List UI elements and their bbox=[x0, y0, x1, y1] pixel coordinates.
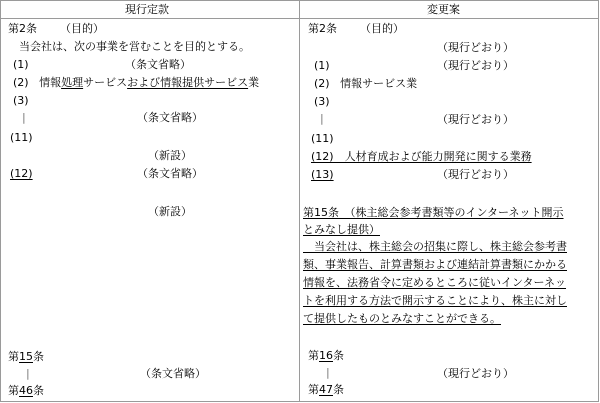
left-article2-body: 当会社は、次の事業を営むことを目的とする。 bbox=[19, 40, 250, 53]
right-same-2: （現行どおり） bbox=[437, 59, 514, 72]
right-item-2: (2) 情報サービス業 bbox=[314, 77, 418, 90]
right-article2-title: （目的） bbox=[360, 22, 404, 35]
left-article2-number: 第2条 bbox=[8, 22, 37, 35]
left-item-2-number: (2) bbox=[13, 76, 29, 89]
right-same-4: （現行どおり） bbox=[437, 168, 514, 181]
right-item-3: (3) bbox=[314, 95, 330, 108]
left-omitted-4: （条文省略） bbox=[140, 367, 206, 380]
right-same-3: （現行どおり） bbox=[437, 113, 514, 126]
left-item-2: (2) 情報処理サービスおよび情報提供サービス業 bbox=[13, 76, 260, 89]
right-item-13: (13) bbox=[311, 168, 334, 181]
right-item-12-new: (12) 人材育成および能力開発に関する業務 bbox=[311, 150, 532, 163]
header-current: 現行定款 bbox=[125, 3, 169, 16]
left-omitted-1: （条文省略） bbox=[125, 58, 191, 71]
right-article16-number: 16 bbox=[319, 349, 333, 362]
right-article15-body-1: 当会社は、株主総会の招集に際し、株主総会参考書 bbox=[303, 240, 567, 253]
right-continuation-bar-2: | bbox=[326, 366, 330, 379]
left-article46: 第46条 bbox=[8, 384, 44, 397]
left-continuation-bar-1: | bbox=[22, 111, 26, 124]
left-item-2-changed-word: 処理 bbox=[61, 76, 84, 89]
left-new-1: （新設） bbox=[148, 149, 192, 162]
right-item-1: (1) bbox=[314, 59, 330, 72]
left-article2-title: （目的） bbox=[60, 22, 104, 35]
right-same-1: （現行どおり） bbox=[437, 41, 514, 54]
left-item-12: (12) bbox=[10, 167, 33, 180]
left-article15: 第15条 bbox=[8, 350, 44, 363]
left-omitted-3: （条文省略） bbox=[137, 167, 203, 180]
left-omitted-2: （条文省略） bbox=[137, 111, 203, 124]
left-item-11: (11) bbox=[10, 131, 33, 144]
left-continuation-bar-2: | bbox=[26, 367, 30, 380]
right-article47-number: 47 bbox=[319, 383, 333, 396]
left-item-1: (1) bbox=[13, 58, 29, 71]
right-same-5: （現行どおり） bbox=[437, 367, 514, 380]
right-article15-heading-2: とみなし提供） bbox=[303, 223, 380, 236]
right-article15-body-4: トを利用する方法で開示することにより、株主に対し bbox=[303, 294, 567, 307]
right-item-11: (11) bbox=[311, 132, 334, 145]
right-article15-body-3: 情報を、法務省令に定めるところに従いインターネッ bbox=[303, 276, 567, 289]
right-continuation-bar-1: | bbox=[320, 112, 324, 125]
right-article2-number: 第2条 bbox=[308, 22, 337, 35]
right-article16: 第16条 bbox=[308, 349, 344, 362]
left-item-3: (3) bbox=[13, 94, 29, 107]
left-new-2: （新設） bbox=[148, 205, 192, 218]
left-article46-number: 46 bbox=[19, 384, 33, 397]
header-proposed: 変更案 bbox=[427, 3, 460, 16]
right-article47: 第47条 bbox=[308, 383, 344, 396]
right-article15-heading-1: 第15条 （株主総会参考書類等のインターネット開示 bbox=[303, 206, 564, 219]
left-article15-number: 15 bbox=[19, 350, 33, 363]
column-divider bbox=[299, 0, 300, 402]
right-article15-body-2: 類、事業報告、計算書類および連結計算書類にかかる bbox=[303, 258, 567, 271]
left-item-2-changed-phrase: および情報提供サービス bbox=[127, 76, 249, 89]
right-article15-body-5: て提供したものとみなすことができる。 bbox=[303, 312, 501, 325]
header-divider bbox=[0, 18, 599, 19]
